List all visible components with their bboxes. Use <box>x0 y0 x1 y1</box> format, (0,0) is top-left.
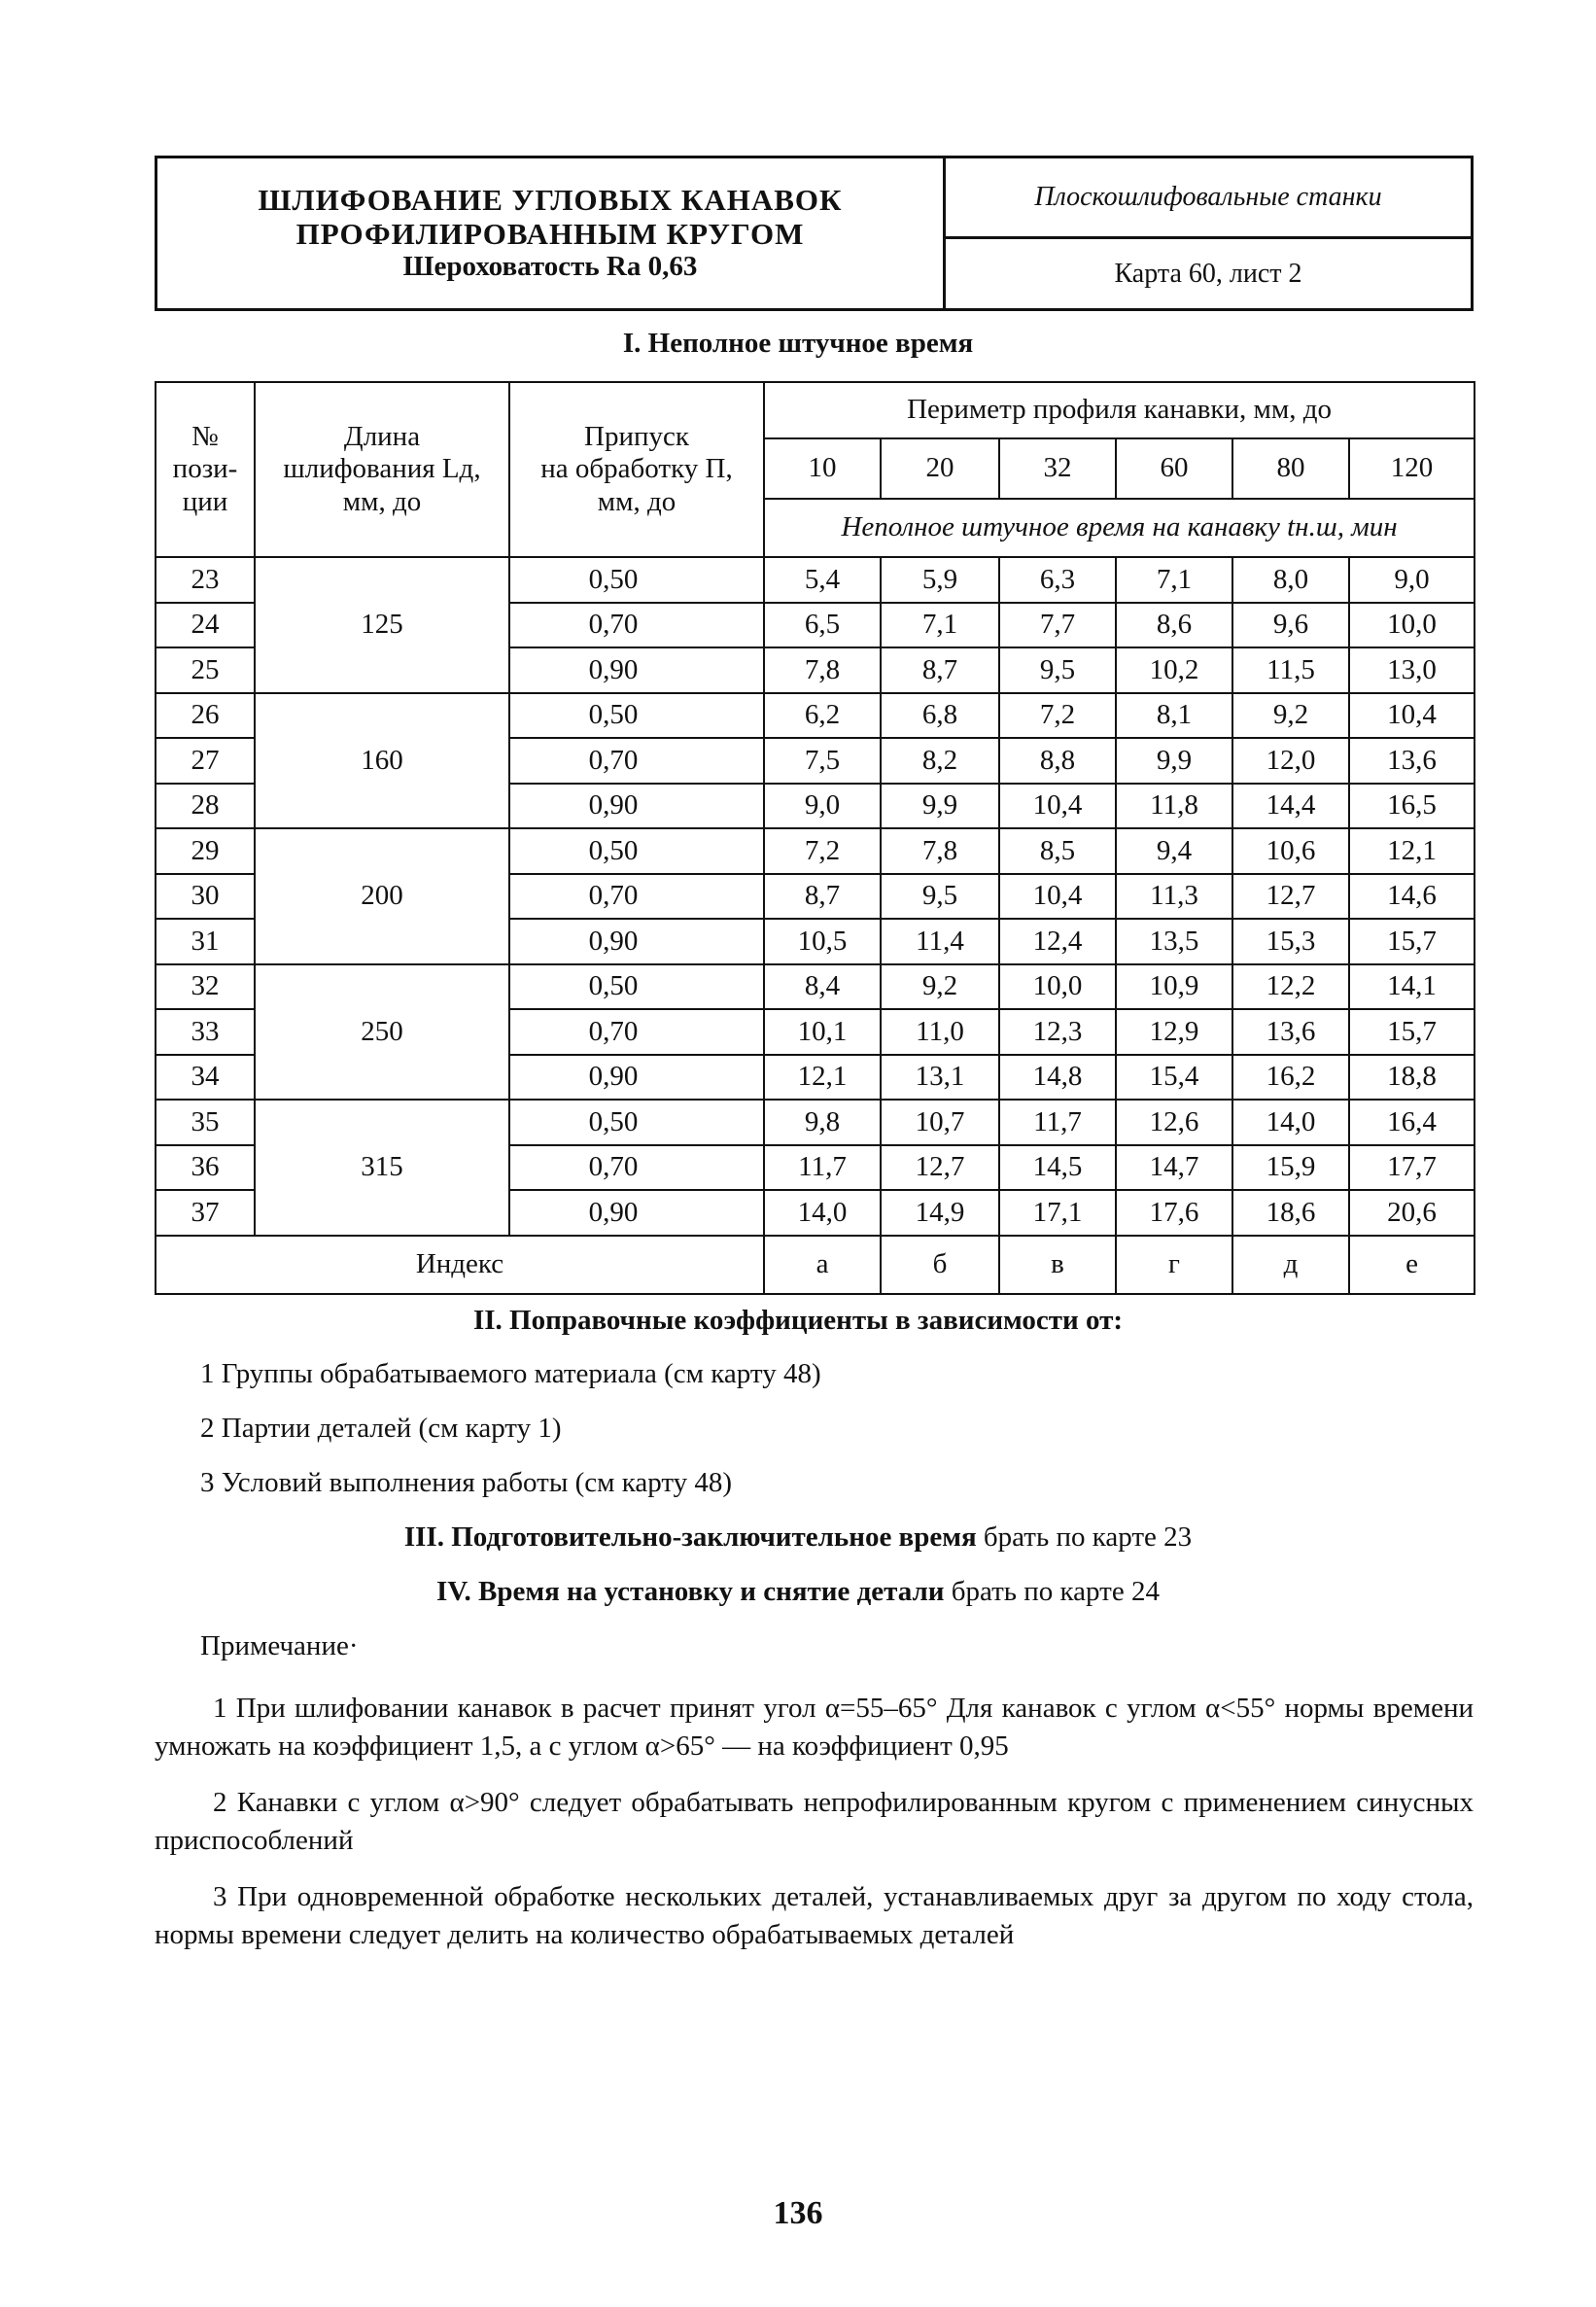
time-value-cell: 11,3 <box>1116 874 1232 920</box>
position-cell: 30 <box>156 874 255 920</box>
allowance-cell: 0,50 <box>509 557 764 603</box>
position-cell: 36 <box>156 1145 255 1191</box>
time-value-cell: 6,8 <box>881 693 999 739</box>
allowance-cell: 0,70 <box>509 603 764 648</box>
time-value-cell: 5,4 <box>764 557 881 603</box>
perimeter-header-cell: 10 <box>764 438 881 499</box>
time-value-cell: 14,0 <box>764 1190 881 1236</box>
time-value-cell: 10,0 <box>999 964 1116 1010</box>
time-value-cell: 10,4 <box>1349 693 1475 739</box>
time-norms-table <box>155 381 1475 1295</box>
time-value-cell: 15,9 <box>1232 1145 1349 1191</box>
index-cell: е <box>1349 1236 1475 1294</box>
note-item: 1 При шлифовании канавок в расчет принят угол α=55–65° Для канавок с углом α<55° нормы времени умножать на коэффициент 1,5, а с углом α>65° — на коэффициент 0,95 <box>155 1693 1474 1763</box>
time-value-cell: 9,6 <box>1232 603 1349 648</box>
allowance-cell: 0,50 <box>509 964 764 1010</box>
time-value-cell: 8,4 <box>764 964 881 1010</box>
time-value-cell: 11,7 <box>999 1100 1116 1145</box>
time-value-cell: 6,5 <box>764 603 881 648</box>
time-value-cell: 9,2 <box>881 964 999 1010</box>
time-value-cell: 14,7 <box>1116 1145 1232 1191</box>
index-cell: в <box>999 1236 1116 1294</box>
page-number: 136 <box>773 2195 823 2231</box>
time-value-cell: 9,0 <box>1349 557 1475 603</box>
time-value-cell: 15,3 <box>1232 919 1349 964</box>
time-value-cell: 11,5 <box>1232 647 1349 693</box>
header-title-block <box>157 158 946 308</box>
section4-line <box>0 1576 1596 1608</box>
allowance-cell: 0,70 <box>509 1009 764 1055</box>
time-value-cell: 10,1 <box>764 1009 881 1055</box>
time-value-cell: 14,9 <box>881 1190 999 1236</box>
index-cell: г <box>1116 1236 1232 1294</box>
position-cell: 28 <box>156 784 255 829</box>
time-value-cell: 8,1 <box>1116 693 1232 739</box>
col-header-time: Неполное штучное время на канавку tн.ш, мин <box>764 499 1475 557</box>
time-value-cell: 10,9 <box>1116 964 1232 1010</box>
position-cell: 35 <box>156 1100 255 1145</box>
time-value-cell: 8,6 <box>1116 603 1232 648</box>
time-value-cell: 7,5 <box>764 738 881 784</box>
index-label: Индекс <box>156 1236 764 1294</box>
length-cell: 160 <box>255 693 509 829</box>
section4-title: IV. Время на установку и снятие детали <box>436 1576 945 1607</box>
time-value-cell: 7,1 <box>1116 557 1232 603</box>
time-value-cell: 9,4 <box>1116 828 1232 874</box>
allowance-cell: 0,70 <box>509 738 764 784</box>
time-value-cell: 11,0 <box>881 1009 999 1055</box>
header-roughness: Шероховатость Ra 0,63 <box>402 251 698 283</box>
time-value-cell: 8,5 <box>999 828 1116 874</box>
table-row <box>156 964 1475 1010</box>
position-cell: 24 <box>156 603 255 648</box>
time-value-cell: 12,6 <box>1116 1100 1232 1145</box>
time-value-cell: 15,4 <box>1116 1055 1232 1101</box>
perimeter-header-cell: 32 <box>999 438 1116 499</box>
time-value-cell: 12,1 <box>1349 828 1475 874</box>
position-cell: 37 <box>156 1190 255 1236</box>
time-value-cell: 9,5 <box>999 647 1116 693</box>
time-value-cell: 18,8 <box>1349 1055 1475 1101</box>
time-value-cell: 16,2 <box>1232 1055 1349 1101</box>
index-row <box>156 1236 1475 1294</box>
time-value-cell: 5,9 <box>881 557 999 603</box>
allowance-cell: 0,70 <box>509 1145 764 1191</box>
col-header-position: № пози- ции <box>156 382 255 557</box>
time-value-cell: 9,9 <box>1116 738 1232 784</box>
note-item: 3 При одновременной обработке нескольких деталей, устанавливаемых друг за другом по ходу стола, нормы времени следует делить на количество обрабатываемых деталей <box>155 1881 1474 1951</box>
time-value-cell: 15,7 <box>1349 1009 1475 1055</box>
time-value-cell: 11,8 <box>1116 784 1232 829</box>
time-value-cell: 6,3 <box>999 557 1116 603</box>
time-value-cell: 14,6 <box>1349 874 1475 920</box>
time-value-cell: 10,4 <box>999 784 1116 829</box>
card-header <box>155 156 1474 311</box>
time-value-cell: 12,7 <box>881 1145 999 1191</box>
time-value-cell: 11,7 <box>764 1145 881 1191</box>
time-value-cell: 13,6 <box>1232 1009 1349 1055</box>
position-cell: 33 <box>156 1009 255 1055</box>
table-row <box>156 828 1475 874</box>
time-value-cell: 16,5 <box>1349 784 1475 829</box>
time-value-cell: 20,6 <box>1349 1190 1475 1236</box>
time-value-cell: 14,5 <box>999 1145 1116 1191</box>
section1-title: I. Неполное штучное время <box>622 328 974 359</box>
allowance-cell: 0,50 <box>509 693 764 739</box>
section2-title: II. Поправочные коэффициенты в зависимости от: <box>472 1305 1123 1336</box>
time-value-cell: 6,2 <box>764 693 881 739</box>
time-value-cell: 7,1 <box>881 603 999 648</box>
header-card-number: Карта 60, лист 2 <box>1114 258 1302 289</box>
position-cell: 32 <box>156 964 255 1010</box>
correction-item: 2 Партии деталей (см карту 1) <box>200 1413 562 1444</box>
correction-item: 1 Группы обрабатываемого материала (см карту 48) <box>200 1358 821 1389</box>
time-value-cell: 15,7 <box>1349 919 1475 964</box>
time-value-cell: 7,2 <box>764 828 881 874</box>
allowance-cell: 0,50 <box>509 828 764 874</box>
time-value-cell: 7,8 <box>881 828 999 874</box>
time-value-cell: 10,7 <box>881 1100 999 1145</box>
length-cell: 125 <box>255 557 509 693</box>
allowance-cell: 0,50 <box>509 1100 764 1145</box>
position-cell: 31 <box>156 919 255 964</box>
time-value-cell: 8,7 <box>764 874 881 920</box>
allowance-cell: 0,90 <box>509 919 764 964</box>
header-title-line2: ПРОФИЛИРОВАННЫМ КРУГОМ <box>295 216 805 251</box>
time-value-cell: 9,0 <box>764 784 881 829</box>
position-cell: 34 <box>156 1055 255 1101</box>
time-value-cell: 7,8 <box>764 647 881 693</box>
time-value-cell: 14,1 <box>1349 964 1475 1010</box>
position-cell: 25 <box>156 647 255 693</box>
time-value-cell: 13,6 <box>1349 738 1475 784</box>
time-value-cell: 12,1 <box>764 1055 881 1101</box>
allowance-cell: 0,90 <box>509 1055 764 1101</box>
section4-text: брать по карте 24 <box>944 1576 1160 1607</box>
time-value-cell: 14,4 <box>1232 784 1349 829</box>
section3-text: брать по карте 23 <box>976 1521 1193 1553</box>
time-value-cell: 9,5 <box>881 874 999 920</box>
table-row <box>156 1100 1475 1145</box>
time-value-cell: 13,0 <box>1349 647 1475 693</box>
time-value-cell: 9,9 <box>881 784 999 829</box>
header-meta-block <box>946 158 1471 308</box>
position-cell: 27 <box>156 738 255 784</box>
time-value-cell: 10,4 <box>999 874 1116 920</box>
time-value-cell: 8,8 <box>999 738 1116 784</box>
col-header-allowance: Припуск на обработку П, мм, до <box>509 382 764 557</box>
perimeter-header-cell: 80 <box>1232 438 1349 499</box>
note-item: 2 Канавки с углом α>90° следует обрабатывать непрофилированным кругом с применением синусных приспособлений <box>155 1787 1474 1857</box>
time-value-cell: 13,5 <box>1116 919 1232 964</box>
time-value-cell: 10,2 <box>1116 647 1232 693</box>
table-row <box>156 557 1475 603</box>
allowance-cell: 0,90 <box>509 647 764 693</box>
col-header-length: Длина шлифования Lд, мм, до <box>255 382 509 557</box>
time-value-cell: 16,4 <box>1349 1100 1475 1145</box>
position-cell: 26 <box>156 693 255 739</box>
section3-line <box>0 1521 1596 1554</box>
time-value-cell: 13,1 <box>881 1055 999 1101</box>
time-value-cell: 12,2 <box>1232 964 1349 1010</box>
time-value-cell: 12,3 <box>999 1009 1116 1055</box>
time-value-cell: 9,2 <box>1232 693 1349 739</box>
table-body <box>156 557 1475 1294</box>
time-value-cell: 11,4 <box>881 919 999 964</box>
time-value-cell: 10,6 <box>1232 828 1349 874</box>
time-value-cell: 7,7 <box>999 603 1116 648</box>
position-cell: 23 <box>156 557 255 603</box>
header-machines: Плоскошлифовальные станки <box>946 158 1471 239</box>
length-cell: 250 <box>255 964 509 1101</box>
time-value-cell: 12,9 <box>1116 1009 1232 1055</box>
time-value-cell: 18,6 <box>1232 1190 1349 1236</box>
time-value-cell: 9,8 <box>764 1100 881 1145</box>
time-value-cell: 14,8 <box>999 1055 1116 1101</box>
position-cell: 29 <box>156 828 255 874</box>
index-cell: б <box>881 1236 999 1294</box>
time-value-cell: 8,7 <box>881 647 999 693</box>
time-value-cell: 10,0 <box>1349 603 1475 648</box>
index-cell: а <box>764 1236 881 1294</box>
time-value-cell: 17,6 <box>1116 1190 1232 1236</box>
time-value-cell: 12,4 <box>999 919 1116 964</box>
time-value-cell: 8,2 <box>881 738 999 784</box>
section3-title: III. Подготовительно-заключительное время <box>403 1521 977 1553</box>
col-header-perimeter: Периметр профиля канавки, мм, до <box>764 382 1475 438</box>
time-value-cell: 14,0 <box>1232 1100 1349 1145</box>
time-value-cell: 17,7 <box>1349 1145 1475 1191</box>
length-cell: 315 <box>255 1100 509 1236</box>
perimeter-header-cell: 20 <box>881 438 999 499</box>
note-label: Примечание· <box>200 1630 359 1661</box>
time-value-cell: 12,7 <box>1232 874 1349 920</box>
perimeter-header-cell: 60 <box>1116 438 1232 499</box>
index-cell: д <box>1232 1236 1349 1294</box>
perimeter-header-cell: 120 <box>1349 438 1475 499</box>
allowance-cell: 0,90 <box>509 1190 764 1236</box>
time-value-cell: 8,0 <box>1232 557 1349 603</box>
length-cell: 200 <box>255 828 509 964</box>
header-title-line1: ШЛИФОВАНИЕ УГЛОВЫХ КАНАВОК <box>258 183 843 218</box>
time-value-cell: 12,0 <box>1232 738 1349 784</box>
time-value-cell: 10,5 <box>764 919 881 964</box>
time-value-cell: 7,2 <box>999 693 1116 739</box>
time-value-cell: 17,1 <box>999 1190 1116 1236</box>
correction-item: 3 Условий выполнения работы (см карту 48) <box>200 1467 733 1498</box>
table-row <box>156 693 1475 739</box>
allowance-cell: 0,90 <box>509 784 764 829</box>
allowance-cell: 0,70 <box>509 874 764 920</box>
